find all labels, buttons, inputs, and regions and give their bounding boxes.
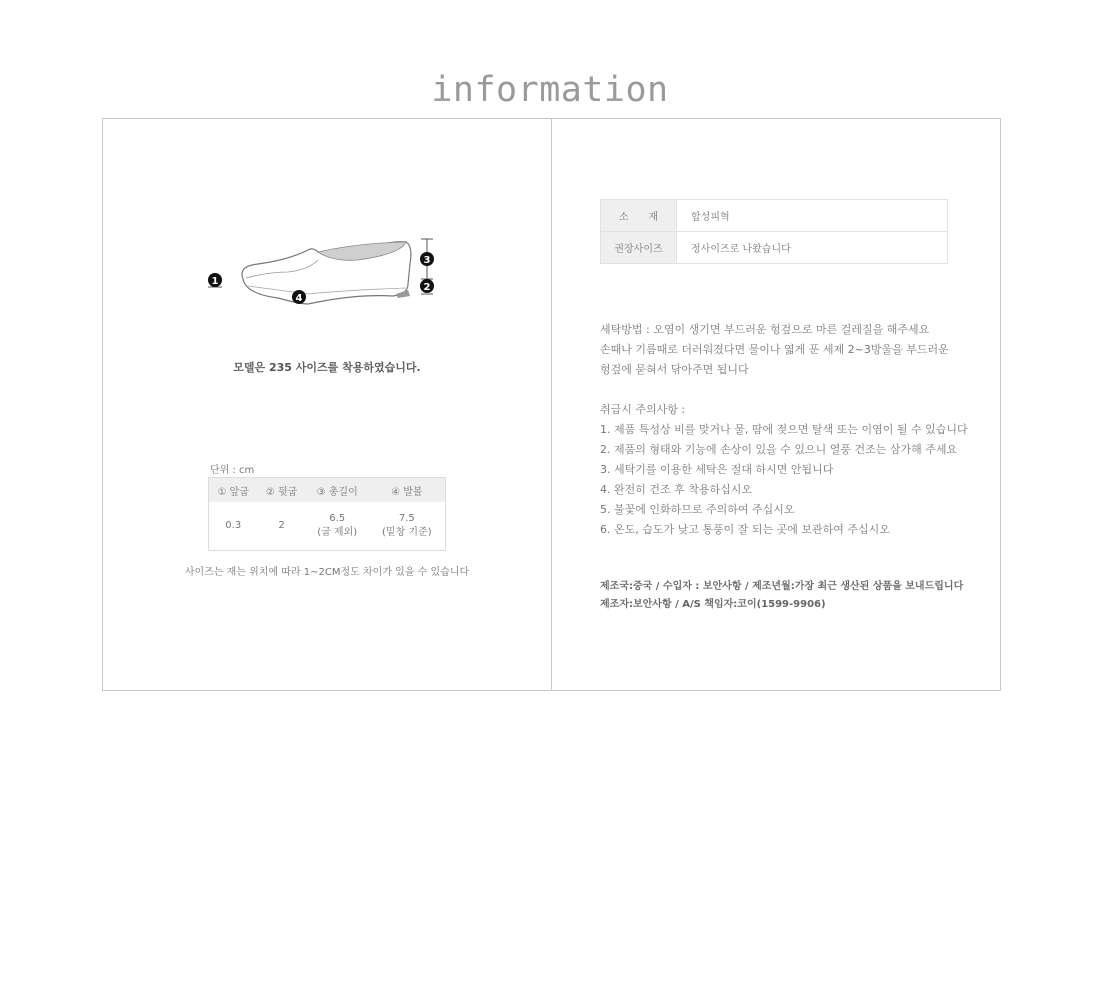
marker-2-icon	[420, 279, 434, 293]
care-instructions	[600, 320, 968, 540]
size-header-back-heel: ② 뒷굽	[257, 478, 305, 503]
size-header-total-height: ③ 총길이	[306, 478, 369, 503]
caution-item: 5. 불꽃에 인화하므로 주의하여 주십시오	[600, 503, 795, 516]
washing-line: 손때나 기름때로 더러워졌다면 물이나 엷게 푼 세제 2~3방울을 부드러운	[600, 343, 949, 356]
spec-label: 소 재	[601, 200, 677, 232]
marker-4-icon	[292, 290, 306, 304]
caution-item: 2. 제품의 형태와 기능에 손상이 있을 수 있으니 열풍 건조는 삼가해 주세요	[600, 443, 958, 456]
size-subnote: (밑창 기준)	[382, 527, 432, 538]
maker-line: 제조자:보안사항 / A/S 책임자:코이(1599-9906)	[600, 599, 826, 610]
marker-1-icon	[208, 273, 222, 287]
caution-item: 6. 온도, 습도가 낮고 통풍이 잘 되는 곳에 보관하여 주십시오	[600, 523, 890, 536]
manufacturer-info	[600, 578, 963, 614]
caution-title: 취급시 주의사항 :	[600, 403, 686, 416]
svg-text:4: 4	[295, 293, 303, 304]
size-value: 2	[278, 520, 285, 531]
size-cell	[209, 502, 258, 551]
size-subnote: (굽 제외)	[317, 527, 358, 538]
page-title: information	[431, 70, 669, 110]
size-value: 6.5	[329, 513, 346, 524]
spec-label: 권장사이즈	[601, 232, 677, 264]
size-value: 0.3	[225, 520, 242, 531]
size-cell	[306, 502, 369, 551]
caution-item: 4. 완전히 건조 후 착용하십시오	[600, 483, 752, 496]
size-header-front-heel: ① 앞굽	[209, 478, 258, 503]
spec-row-size	[601, 232, 948, 264]
maker-line: 제조국:중국 / 수입자 : 보안사항 / 제조년월:가장 최근 생산된 상품을 보내드립니다	[600, 581, 964, 592]
size-cell	[257, 502, 305, 551]
panel-divider	[551, 119, 552, 690]
info-box	[102, 118, 1001, 691]
size-header-width: ④ 발볼	[369, 478, 446, 503]
washing-line: 헝겊에 묻혀서 닦아주면 됩니다	[600, 363, 749, 376]
washing-line: 세탁방법 : 오염이 생기면 부드러운 헝겊으로 마른 걸레질을 해주세요	[600, 323, 930, 336]
size-table-header-row	[209, 478, 446, 503]
svg-text:3: 3	[423, 255, 431, 266]
svg-text:2: 2	[423, 282, 431, 293]
spec-value: 합성피혁	[677, 200, 948, 232]
size-cell	[369, 502, 446, 551]
size-table	[208, 477, 446, 551]
model-size-note: 모델은 235 사이즈를 착용하였습니다.	[233, 361, 421, 374]
size-table-row	[209, 502, 446, 551]
svg-text:1: 1	[211, 276, 219, 287]
marker-3-icon	[420, 252, 434, 266]
caution-item: 1. 제품 특성상 비를 맞거나 물, 땀에 젖으면 탈색 또는 이염이 될 수 있습니다	[600, 423, 968, 436]
unit-label: 단위 : cm	[210, 465, 255, 476]
caution-item: 3. 세탁기를 이용한 세탁은 절대 하시면 안됩니다	[600, 463, 834, 476]
spec-value: 정사이즈로 나왔습니다	[677, 232, 948, 264]
shoe-diagram	[208, 234, 448, 314]
size-value: 7.5	[398, 513, 415, 524]
spec-table	[600, 199, 948, 264]
spec-row-material	[601, 200, 948, 232]
size-variance-note: 사이즈는 재는 위치에 따라 1~2CM정도 차이가 있을 수 있습니다	[184, 567, 470, 578]
